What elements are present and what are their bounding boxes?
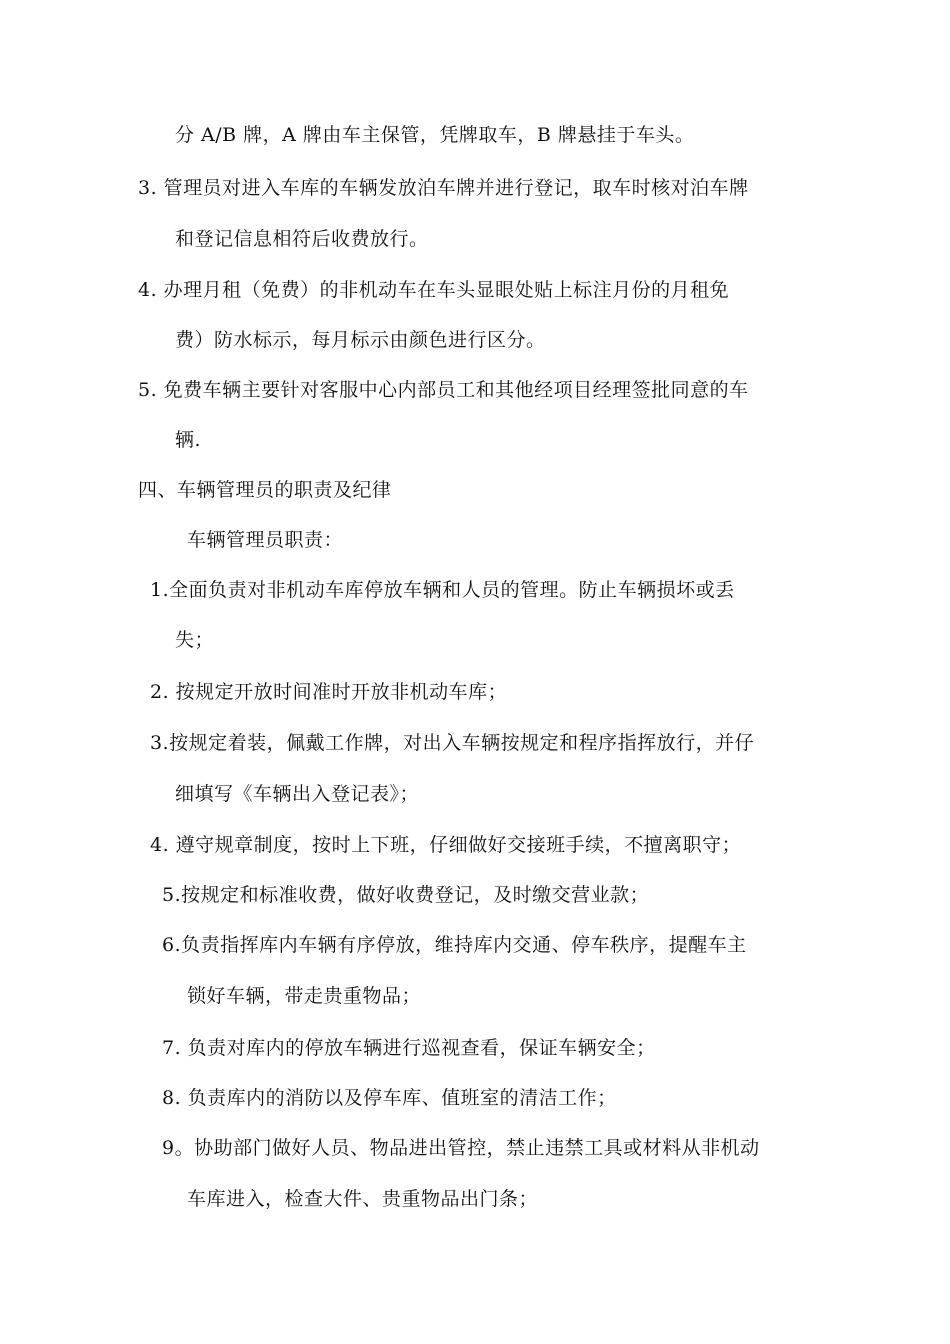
text-line: 车库进入，检查大件、贵重物品出门条； — [187, 1188, 539, 1210]
text-line: 锁好车辆，带走贵重物品； — [187, 985, 422, 1007]
duty-item-1: 1.全面负责对非机动车库停放车辆和人员的管理。防止车辆损坏或丢 — [150, 579, 735, 601]
text-line: 费）防水标示，每月标示由颜色进行区分。 — [175, 329, 546, 351]
list-item-4: 4. 办理月租（免费）的非机动车在车头显眼处贴上标注月份的月租免 — [138, 279, 730, 301]
section-heading: 四、车辆管理员的职责及纪律 — [138, 479, 392, 501]
duty-item-4: 4. 遵守规章制度，按时上下班，仔细做好交接班手续，不擅离职守； — [150, 834, 742, 856]
duty-item-2: 2. 按规定开放时间准时开放非机动车库； — [150, 681, 508, 703]
subsection-heading: 车辆管理员职责： — [187, 529, 344, 551]
text-line: 分 A/B 牌，A 牌由车主保管，凭牌取车，B 牌悬挂于车头。 — [175, 124, 695, 146]
duty-item-8: 8. 负责库内的消防以及停车库、值班室的清洁工作； — [162, 1087, 617, 1109]
text-line: 和登记信息相符后收费放行。 — [175, 228, 429, 250]
duty-item-3: 3.按规定着装，佩戴工作牌，对出入车辆按规定和程序指挥放行，并仔 — [150, 732, 755, 754]
duty-item-6: 6.负责指挥库内车辆有序停放，维持库内交通、停车秩序，提醒车主 — [162, 934, 747, 956]
list-item-5: 5. 免费车辆主要针对客服中心内部员工和其他经项目经理签批同意的车 — [138, 379, 749, 401]
duty-item-5: 5.按规定和标准收费，做好收费登记，及时缴交营业款； — [162, 884, 650, 906]
duty-item-9: 9。协助部门做好人员、物品进出管控，禁止违禁工具或材料从非机动 — [162, 1137, 760, 1159]
text-line: 细填写《车辆出入登记表》； — [175, 783, 420, 805]
text-line: 失； — [175, 629, 215, 651]
duty-item-7: 7. 负责对库内的停放车辆进行巡视查看，保证车辆安全； — [162, 1037, 656, 1059]
list-item-3: 3. 管理员对进入车库的车辆发放泊车牌并进行登记，取车时核对泊车牌 — [138, 177, 749, 199]
text-line: 辆. — [175, 429, 202, 451]
